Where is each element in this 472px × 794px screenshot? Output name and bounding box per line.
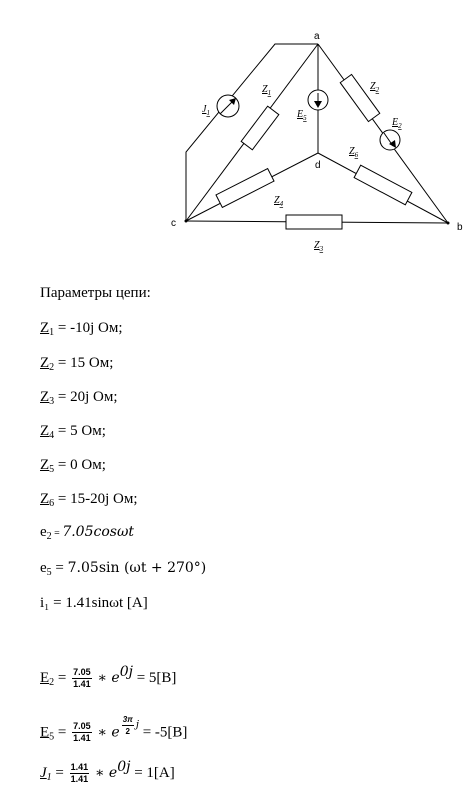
- source-e5: $e_5 = 7.05\sin$ (ωt + 270°): [40, 560, 207, 578]
- param-z4: $Z_4 = 5$ Ом;: [40, 423, 106, 441]
- phasor-j1: $J_1$ = $\frac{1.41}{1.41}$ ∗ $e^{0j} = 1[A]$: [40, 758, 175, 784]
- param-z6: $Z_6 = 15-20j$ Ом;: [40, 491, 138, 509]
- node-b-label: b: [457, 222, 463, 233]
- node-c-label: c: [171, 218, 176, 229]
- param-z5: $Z_5 = 0$ Ом;: [40, 457, 106, 475]
- param-z1: $Z_1 = -10j$ Ом;: [40, 320, 123, 338]
- source-i1: i₁ = 1.41sinωt [A]: [40, 595, 148, 611]
- label-e5: $E_5$: [297, 109, 307, 122]
- phasor-e2: $E_2$ = $\frac{7.05}{1.41}$ ∗ $e^{0j} = 5[B]$: [40, 663, 177, 689]
- label-j1: $J_1$: [202, 104, 210, 117]
- label-z6: $Z_6$: [349, 146, 359, 159]
- e2-source: [380, 130, 400, 150]
- label-z1: $Z_1$: [262, 84, 272, 97]
- node-d-label: d: [315, 160, 321, 171]
- label-e2: $E_2$: [392, 117, 402, 130]
- label-z2: $Z_2$: [370, 81, 380, 94]
- node-c-dot: [185, 220, 188, 223]
- param-z3: $Z_3 = 20j$ Ом;: [40, 389, 118, 407]
- z6-resistor: [354, 165, 412, 205]
- circuit-diagram: [0, 0, 472, 270]
- z3-resistor: [286, 215, 342, 229]
- node-b-dot: [447, 222, 450, 225]
- label-z4: $Z_4$: [274, 195, 284, 208]
- z4-resistor: [216, 169, 274, 208]
- param-z2: $Z_2 = 15$ Ом;: [40, 355, 114, 373]
- phasor-e5: $E_5$ = $\frac{7.05}{1.41}$ ∗ e $\frac{3\pi}{2}$ j = -5[B]: [40, 715, 188, 744]
- source-e2: $e_2 = 7.05\cos\omega t$: [40, 524, 134, 542]
- j1-source: [217, 95, 239, 117]
- node-a-label: a: [314, 31, 320, 42]
- params-title: Параметры цепи:: [40, 285, 151, 301]
- z1-resistor: [241, 106, 279, 150]
- label-z3: $Z_3$: [314, 240, 324, 253]
- e5-source: [308, 90, 328, 110]
